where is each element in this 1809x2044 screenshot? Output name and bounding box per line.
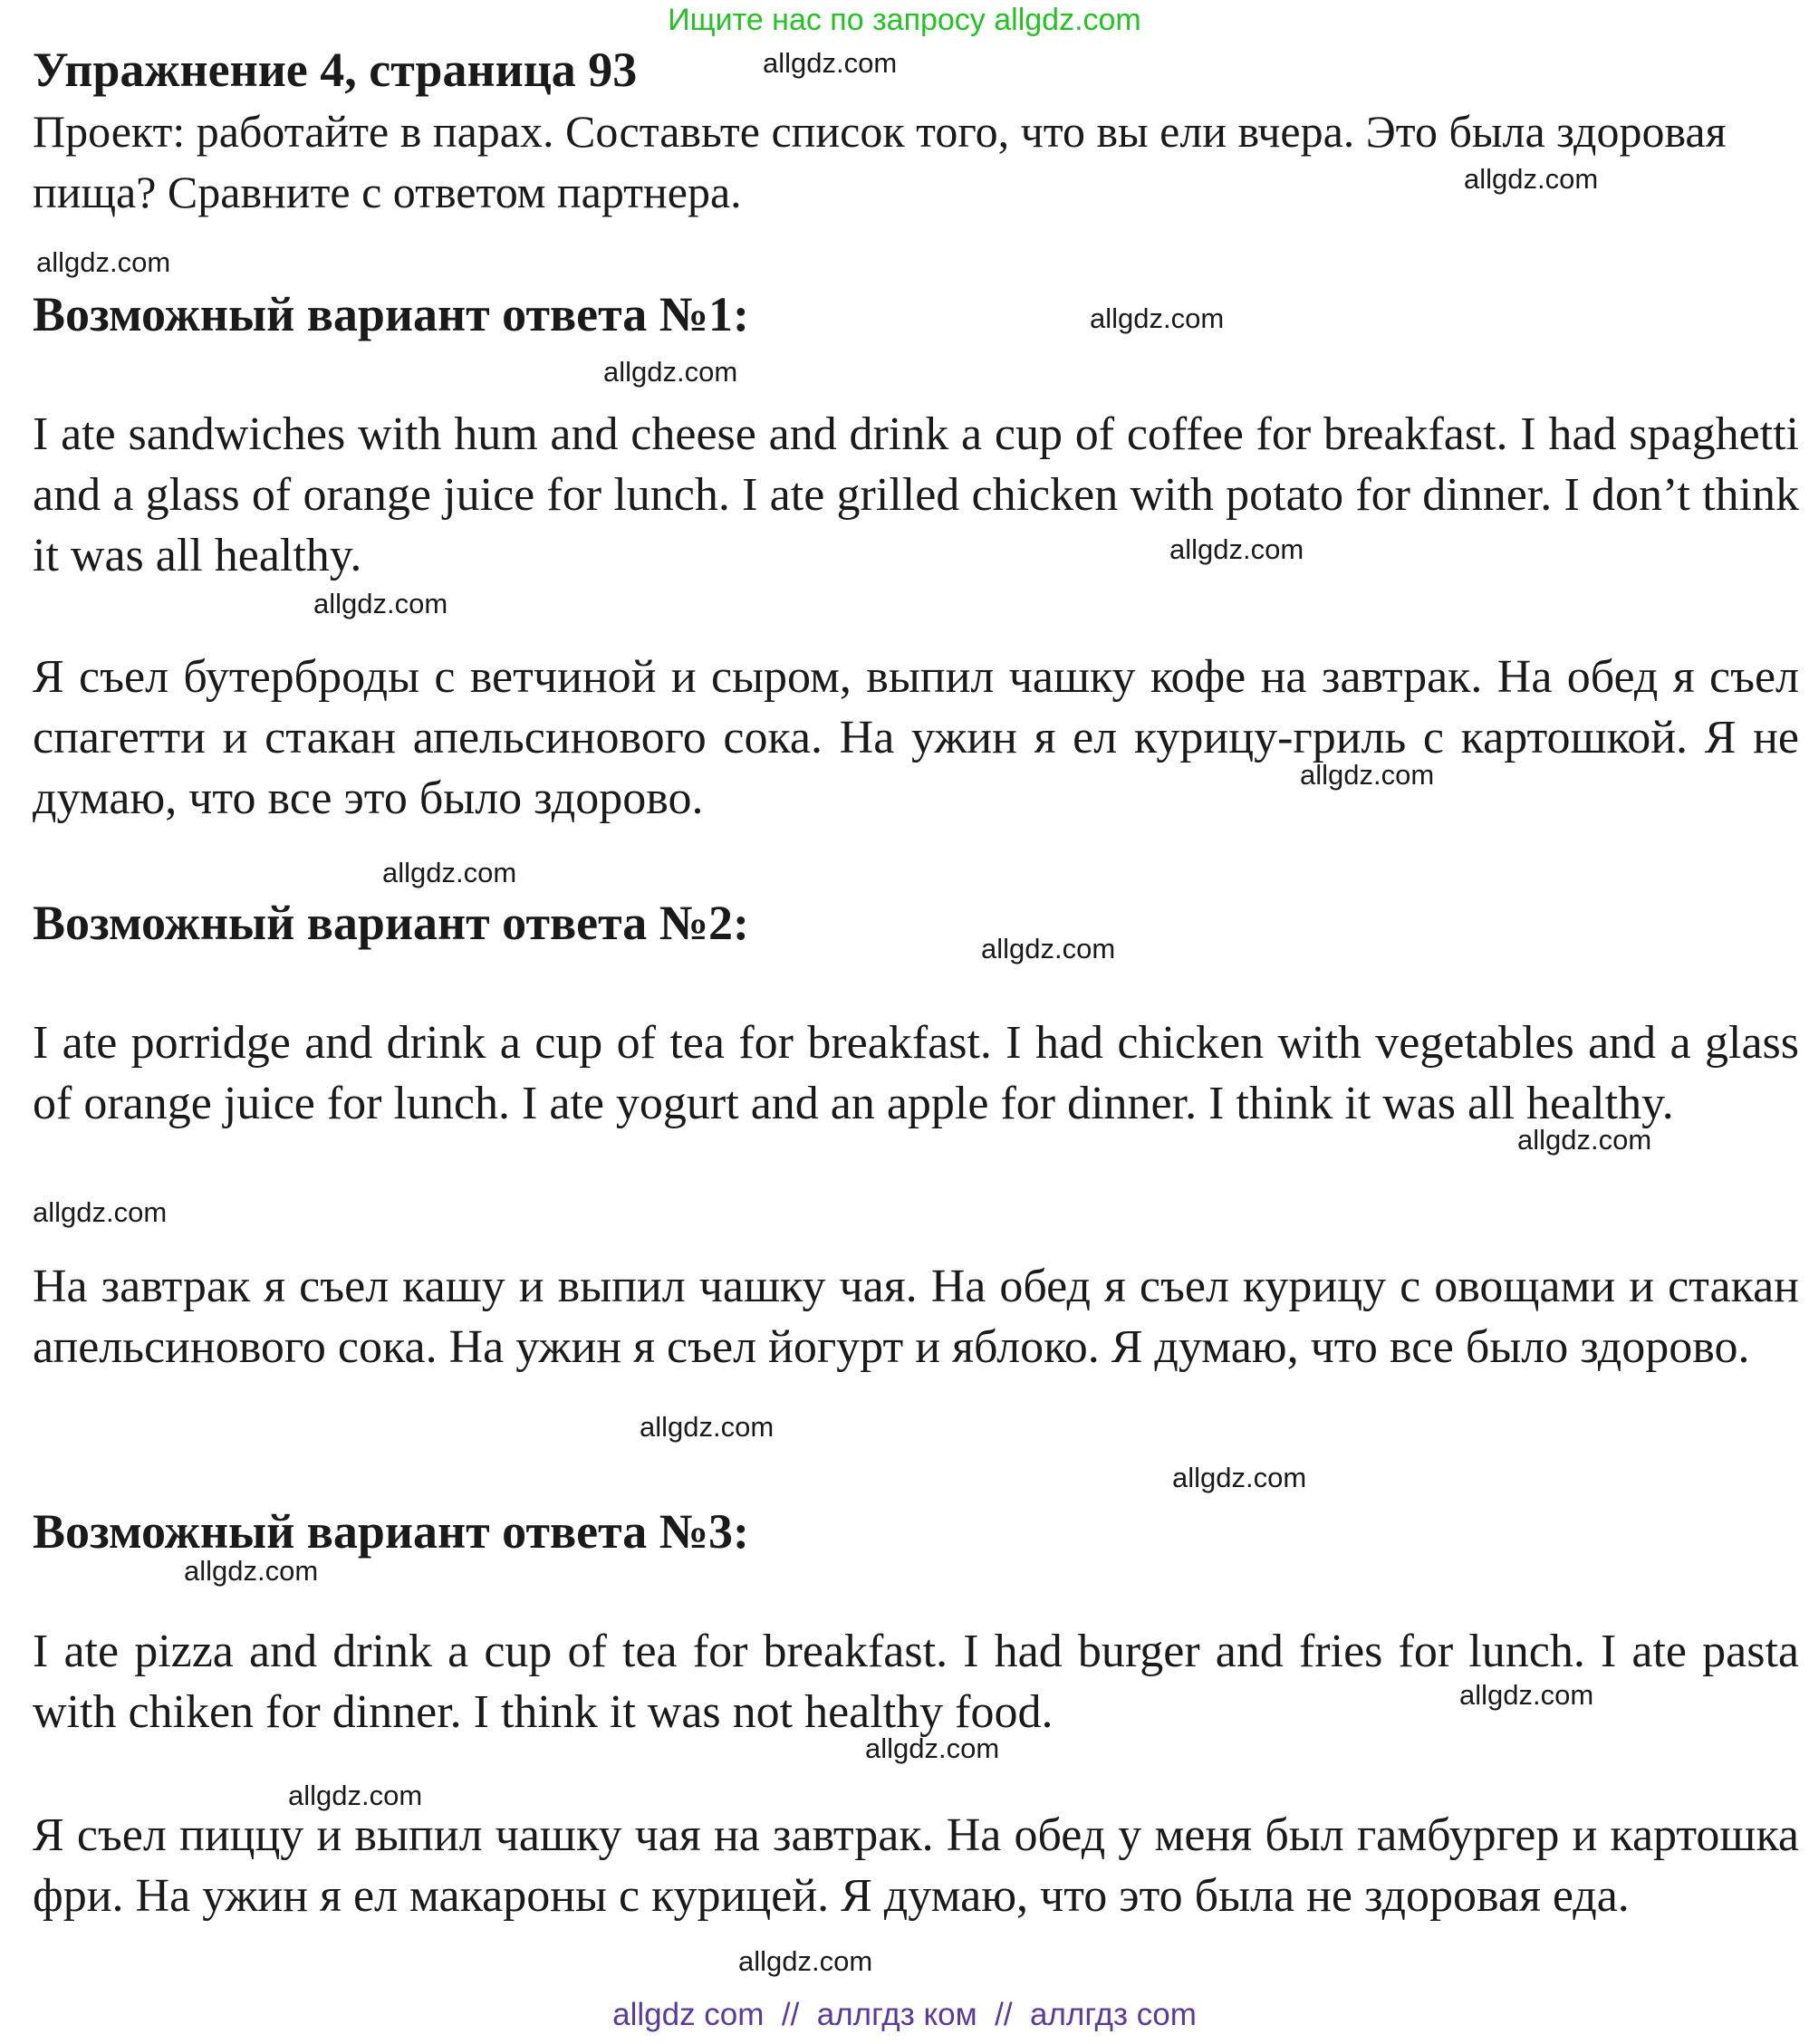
watermark: allgdz.com — [1169, 533, 1304, 565]
answer-2-russian: На завтрак я съел кашу и выпил чашку чая. На обед я съел курицу с овощами и стакан апельсинового сока. На ужин я съел йогурт и яблоко. Я думаю, что все было здорово. — [33, 1261, 1799, 1373]
watermark: allgdz.com — [1090, 302, 1225, 334]
watermark: allgdz.com — [603, 356, 738, 388]
exercise-task: Проект: работайте в парах. Составьте список того, что вы ели вчера. Это была здоровая пища? Сравните с ответом партнера. — [33, 106, 1727, 217]
answer-2-heading: Возможный вариант ответа №2: — [33, 896, 750, 950]
footer-links[interactable]: allgdz com // аллгдз ком // аллгдз com — [612, 1997, 1197, 2032]
answer-3-russian: Я съел пиццу и выпил чашку чая на завтрак. На обед у меня был гамбургер и картошка фри. На ужин я ел макароны с курицей. Я думаю, что это была не здоровая еда. — [33, 1809, 1799, 1922]
watermark: allgdz.com — [288, 1780, 423, 1811]
watermark: allgdz.com — [313, 588, 448, 619]
watermark: allgdz.com — [1459, 1679, 1594, 1711]
watermark: allgdz.com — [36, 246, 171, 278]
answer-2-english: I ate porridge and drink a cup of tea for breakfast. I had chicken with vegetables and a glass of orange juice for lunch. I ate yogurt and an apple for dinner. I think it was all healthy. — [33, 1017, 1799, 1129]
watermark: allgdz.com — [865, 1732, 1000, 1764]
answer-1-russian: Я съел бутерброды с ветчиной и сыром, выпил чашку кофе на завтрак. На обед я съел спагетти и стакан апельсинового сока. На ужин я ел курицу-гриль с картошкой. Я не думаю, что все это было здорово. — [33, 651, 1799, 824]
watermark: allgdz.com — [1300, 759, 1435, 791]
watermark: allgdz.com — [382, 857, 517, 888]
answer-3-english: I ate pizza and drink a cup of tea for breakfast. I had burger and fries for lunch. I ate pasta with chiken for dinner. I think it was not healthy food. — [33, 1626, 1799, 1738]
watermark: allgdz.com — [1517, 1124, 1652, 1156]
answer-1-english: I ate sandwiches with hum and cheese and drink a cup of coffee for breakfast. I had spaghetti and a glass of orange juice for lunch. I ate grilled chicken with potato for dinner. I don’t think it was all healthy. — [33, 408, 1799, 581]
watermark: allgdz.com — [33, 1196, 168, 1228]
exercise-title: Упражнение 4, страница 93 — [33, 43, 638, 97]
watermark: allgdz.com — [763, 47, 898, 79]
watermark: allgdz.com — [1172, 1462, 1307, 1493]
watermark: allgdz.com — [738, 1945, 873, 1977]
watermark: allgdz.com — [640, 1411, 775, 1443]
watermark: allgdz.com — [981, 933, 1116, 964]
watermark: allgdz.com — [184, 1555, 319, 1587]
watermark: allgdz.com — [1464, 163, 1599, 195]
answer-3-heading: Возможный вариант ответа №3: — [33, 1504, 750, 1559]
search-hint-link[interactable]: Ищите нас по запросу allgdz.com — [668, 3, 1141, 37]
answer-1-heading: Возможный вариант ответа №1: — [33, 287, 750, 341]
